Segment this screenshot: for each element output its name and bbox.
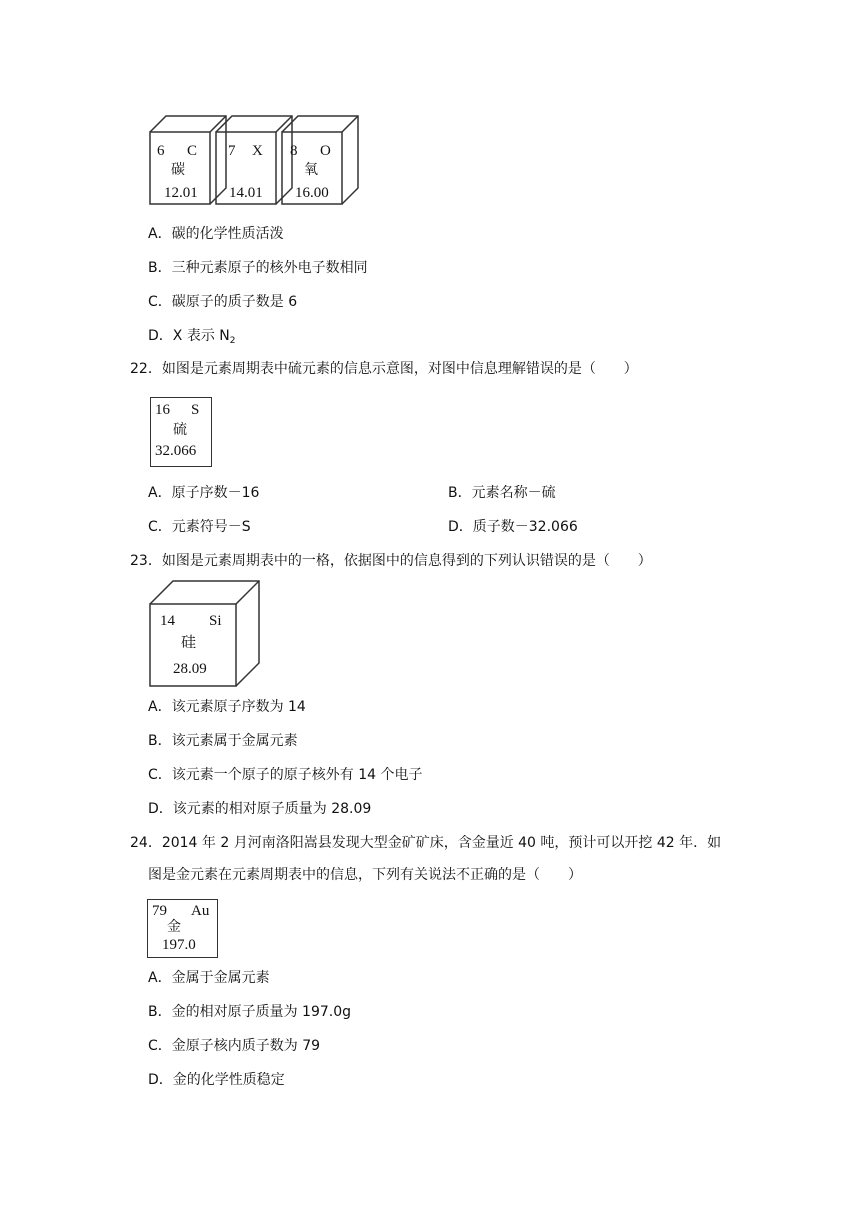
q23-option-b: B．该元素属于金属元素 bbox=[148, 733, 298, 749]
q24-number: 79 bbox=[152, 903, 167, 919]
q21-c-mass: 12.01 bbox=[164, 185, 198, 201]
q24-stem-line-1: 24．2014 年 2 月河南洛阳嵩县发现大型金矿矿床，含金量近 40 吨，预计可以开挖 42 年．如 bbox=[130, 835, 722, 851]
q24-option-c: C．金原子核内质子数为 79 bbox=[148, 1038, 321, 1054]
q21-o-name: 氧 bbox=[304, 162, 318, 178]
q22-option-a: A．原子序数－16 bbox=[148, 485, 260, 501]
q21-x-mass: 14.01 bbox=[229, 185, 263, 201]
q21-option-d-subscript: 2 bbox=[229, 336, 236, 346]
q22-name: 硫 bbox=[173, 422, 187, 438]
q22-number: 16 bbox=[155, 402, 170, 418]
q24-stem-line-2: 图是金元素在元素周期表中的信息，下列有关说法不正确的是（ ） bbox=[148, 867, 582, 883]
q22-option-c: C．元素符号－S bbox=[148, 519, 251, 535]
q24-option-d: D．金的化学性质稳定 bbox=[148, 1072, 285, 1088]
q23-option-c: C．该元素一个原子的原子核外有 14 个电子 bbox=[148, 767, 423, 783]
q21-o-mass: 16.00 bbox=[295, 185, 329, 201]
q23-number: 14 bbox=[160, 613, 175, 629]
q21-option-c: C．碳原子的质子数是 6 bbox=[148, 294, 298, 310]
q22-stem: 22．如图是元素周期表中硫元素的信息示意图，对图中信息理解错误的是（ ） bbox=[130, 361, 638, 377]
q21-o-number: 8 bbox=[290, 143, 298, 159]
q23-name: 硅 bbox=[181, 633, 197, 651]
q21-c-number: 6 bbox=[157, 143, 165, 159]
q23-symbol: Si bbox=[209, 613, 222, 629]
q21-option-a: A．碳的化学性质活泼 bbox=[148, 226, 284, 242]
q23-option-a: A．该元素原子序数为 14 bbox=[148, 699, 306, 715]
q22-mass: 32.066 bbox=[155, 443, 197, 459]
q24-option-a: A．金属于金属元素 bbox=[148, 970, 270, 986]
q21-x-number: 7 bbox=[228, 143, 236, 159]
q24-option-b: B．金的相对原子质量为 197.0g bbox=[148, 1004, 352, 1020]
q23-option-d: D．该元素的相对原子质量为 28.09 bbox=[148, 801, 372, 817]
q24-element-tile bbox=[147, 899, 218, 958]
q21-option-b: B．三种元素原子的核外电子数相同 bbox=[148, 260, 368, 276]
q21-o-symbol: O bbox=[320, 143, 331, 159]
q23-mass: 28.09 bbox=[173, 661, 207, 677]
q21-c-symbol: C bbox=[187, 143, 198, 159]
q22-symbol: S bbox=[191, 402, 200, 418]
q23-stem: 23．如图是元素周期表中的一格，依据图中的信息得到的下列认识错误的是（ ） bbox=[130, 553, 652, 569]
q22-option-b: B．元素名称－硫 bbox=[448, 485, 556, 501]
q24-mass: 197.0 bbox=[162, 937, 196, 953]
q21-c-name: 碳 bbox=[171, 162, 185, 178]
q22-option-d: D．质子数－32.066 bbox=[448, 519, 578, 535]
q21-option-d-text: D．X 表示 N bbox=[148, 328, 230, 344]
q21-x-symbol: X bbox=[252, 143, 263, 159]
q24-symbol: Au bbox=[191, 903, 210, 919]
q24-name: 金 bbox=[167, 919, 181, 935]
